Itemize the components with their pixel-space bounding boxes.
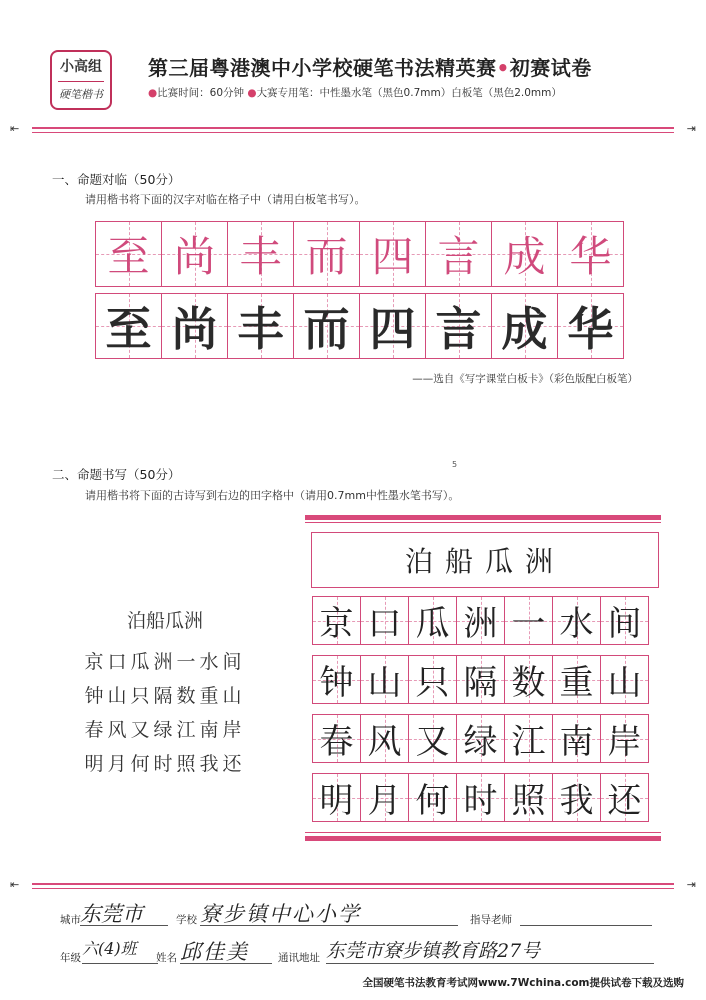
name-label: 姓名 — [156, 952, 177, 964]
title-suffix: 初赛试卷 — [509, 56, 592, 80]
school-label: 学校 — [176, 914, 197, 926]
poem-cell[interactable]: 江 — [504, 714, 553, 763]
poem-cell[interactable]: 洲 — [456, 596, 505, 645]
copy-cell[interactable]: 四 — [359, 293, 426, 359]
writing-frame-bottom-thin — [305, 832, 661, 833]
model-cell: 华 — [557, 221, 624, 287]
model-cell: 至 — [95, 221, 162, 287]
poem-grid-row — [313, 714, 649, 763]
copy-cell[interactable]: 言 — [425, 293, 492, 359]
poem-cell[interactable]: 还 — [600, 773, 649, 822]
footer-site-note: 全国硬笔书法教育考试网www.7Wchina.com提供试卷下载及选购 — [362, 977, 684, 989]
copy-cell[interactable]: 成 — [491, 293, 558, 359]
poem-line: 钟山只隔数重山 — [84, 685, 246, 707]
poem-cell[interactable]: 间 — [600, 596, 649, 645]
page-title — [148, 52, 592, 81]
poem-writing-grid — [313, 596, 649, 822]
written-title: 泊船瓜洲 — [404, 545, 565, 578]
poem-cell[interactable]: 绿 — [456, 714, 505, 763]
school-value: 寮步镇中心小学 — [200, 902, 361, 926]
poem-cell[interactable]: 月 — [360, 773, 409, 822]
info-bullet: ● — [247, 87, 257, 99]
section2-title: 二、命题书写（50分） — [52, 467, 181, 482]
grade-field[interactable] — [82, 936, 158, 964]
poem-cell[interactable]: 一 — [504, 596, 553, 645]
section2-instruction: 请用楷书将下面的古诗写到右边的田字格中（请用0.7mm中性墨水笔书写）。 — [85, 489, 460, 502]
poem-grid-row — [313, 596, 649, 645]
grade-label: 年级 — [60, 952, 81, 964]
poem-cell[interactable]: 照 — [504, 773, 553, 822]
copy-cell[interactable]: 尚 — [161, 293, 228, 359]
poem-cell[interactable]: 隔 — [456, 655, 505, 704]
poem-cell[interactable]: 又 — [408, 714, 457, 763]
poem-cell[interactable]: 我 — [552, 773, 601, 822]
poem-cell[interactable]: 山 — [360, 655, 409, 704]
poem-cell[interactable]: 京 — [312, 596, 361, 645]
header-divider — [0, 122, 706, 136]
model-cell: 尚 — [161, 221, 228, 287]
copy-char-grid — [96, 293, 624, 359]
name-value: 邱佳美 — [180, 940, 249, 964]
exam-pens: 大赛专用笔：中性墨水笔（黑色0.7mm）白板笔（黑色2.0mm） — [256, 87, 562, 99]
writing-frame-top-thin — [305, 522, 661, 523]
scroll-left-icon: ⇤ — [10, 878, 20, 891]
section1-title: 一、命题对临（50分） — [52, 172, 181, 187]
copy-cell[interactable]: 华 — [557, 293, 624, 359]
copy-cell[interactable]: 至 — [95, 293, 162, 359]
poem-cell[interactable]: 岸 — [600, 714, 649, 763]
poem-line: 明月何时照我还 — [84, 753, 246, 775]
title-dot: • — [496, 56, 510, 80]
exam-info — [148, 85, 562, 100]
city-field[interactable] — [80, 898, 168, 926]
poem-cell[interactable]: 数 — [504, 655, 553, 704]
poem-cell[interactable]: 南 — [552, 714, 601, 763]
model-cell: 而 — [293, 221, 360, 287]
footer-divider — [0, 878, 706, 892]
poem-cell[interactable]: 山 — [600, 655, 649, 704]
scroll-right-icon: ⇥ — [686, 122, 696, 135]
poem-cell[interactable]: 明 — [312, 773, 361, 822]
name-field[interactable] — [180, 936, 272, 964]
exam-time: 比赛时间：60分钟 — [157, 87, 245, 99]
section1-instruction: 请用楷书将下面的汉字对临在格子中（请用白板笔书写）。 — [85, 193, 366, 206]
poem-grid-row — [313, 655, 649, 704]
copy-cell[interactable]: 丰 — [227, 293, 294, 359]
poem-cell[interactable]: 瓜 — [408, 596, 457, 645]
copy-cell[interactable]: 而 — [293, 293, 360, 359]
address-field[interactable] — [326, 936, 654, 964]
scroll-right-icon: ⇥ — [686, 878, 696, 891]
scroll-left-icon: ⇤ — [10, 122, 20, 135]
title-main: 第三届粤港澳中小学校硬笔书法精英赛 — [148, 56, 497, 80]
city-label: 城市 — [60, 914, 81, 926]
poem-reference — [60, 606, 270, 783]
grade-value: 六(4)班 — [82, 939, 137, 958]
poem-cell[interactable]: 重 — [552, 655, 601, 704]
poem-line: 京口瓜洲一水间 — [84, 651, 246, 673]
group-label: 小高组 — [60, 59, 102, 75]
poem-grid-row — [313, 773, 649, 822]
model-cell: 言 — [425, 221, 492, 287]
poem-cell[interactable]: 口 — [360, 596, 409, 645]
info-bullet: ● — [148, 87, 158, 99]
writing-frame-bottom — [305, 836, 661, 841]
model-cell: 丰 — [227, 221, 294, 287]
address-label: 通讯地址 — [278, 952, 320, 964]
poem-cell[interactable]: 水 — [552, 596, 601, 645]
model-char-grid — [96, 221, 624, 287]
page-mark: 5 — [452, 460, 458, 469]
model-cell: 四 — [359, 221, 426, 287]
group-divider — [58, 81, 104, 82]
teacher-field[interactable] — [520, 898, 652, 926]
poem-line: 春风又绿江南岸 — [84, 719, 246, 741]
written-title-box[interactable] — [311, 532, 659, 588]
model-cell: 成 — [491, 221, 558, 287]
poem-cell[interactable]: 只 — [408, 655, 457, 704]
city-value: 东莞市 — [80, 902, 143, 926]
poem-cell[interactable]: 时 — [456, 773, 505, 822]
source-citation: ——选自《写字课堂白板卡》（彩色版配白板笔） — [412, 373, 638, 385]
address-value: 东莞市寮步镇教育路27号 — [326, 940, 541, 962]
poem-cell[interactable]: 风 — [360, 714, 409, 763]
school-field[interactable] — [200, 898, 458, 926]
teacher-label: 指导老师 — [470, 914, 512, 926]
poem-cell[interactable]: 何 — [408, 773, 457, 822]
writing-frame-top — [305, 515, 661, 520]
group-style: 硬笔楷书 — [59, 88, 103, 101]
poem-cell[interactable]: 钟 — [312, 655, 361, 704]
poem-title: 泊船瓜洲 — [126, 610, 203, 632]
poem-cell[interactable]: 春 — [312, 714, 361, 763]
group-badge — [50, 50, 112, 110]
